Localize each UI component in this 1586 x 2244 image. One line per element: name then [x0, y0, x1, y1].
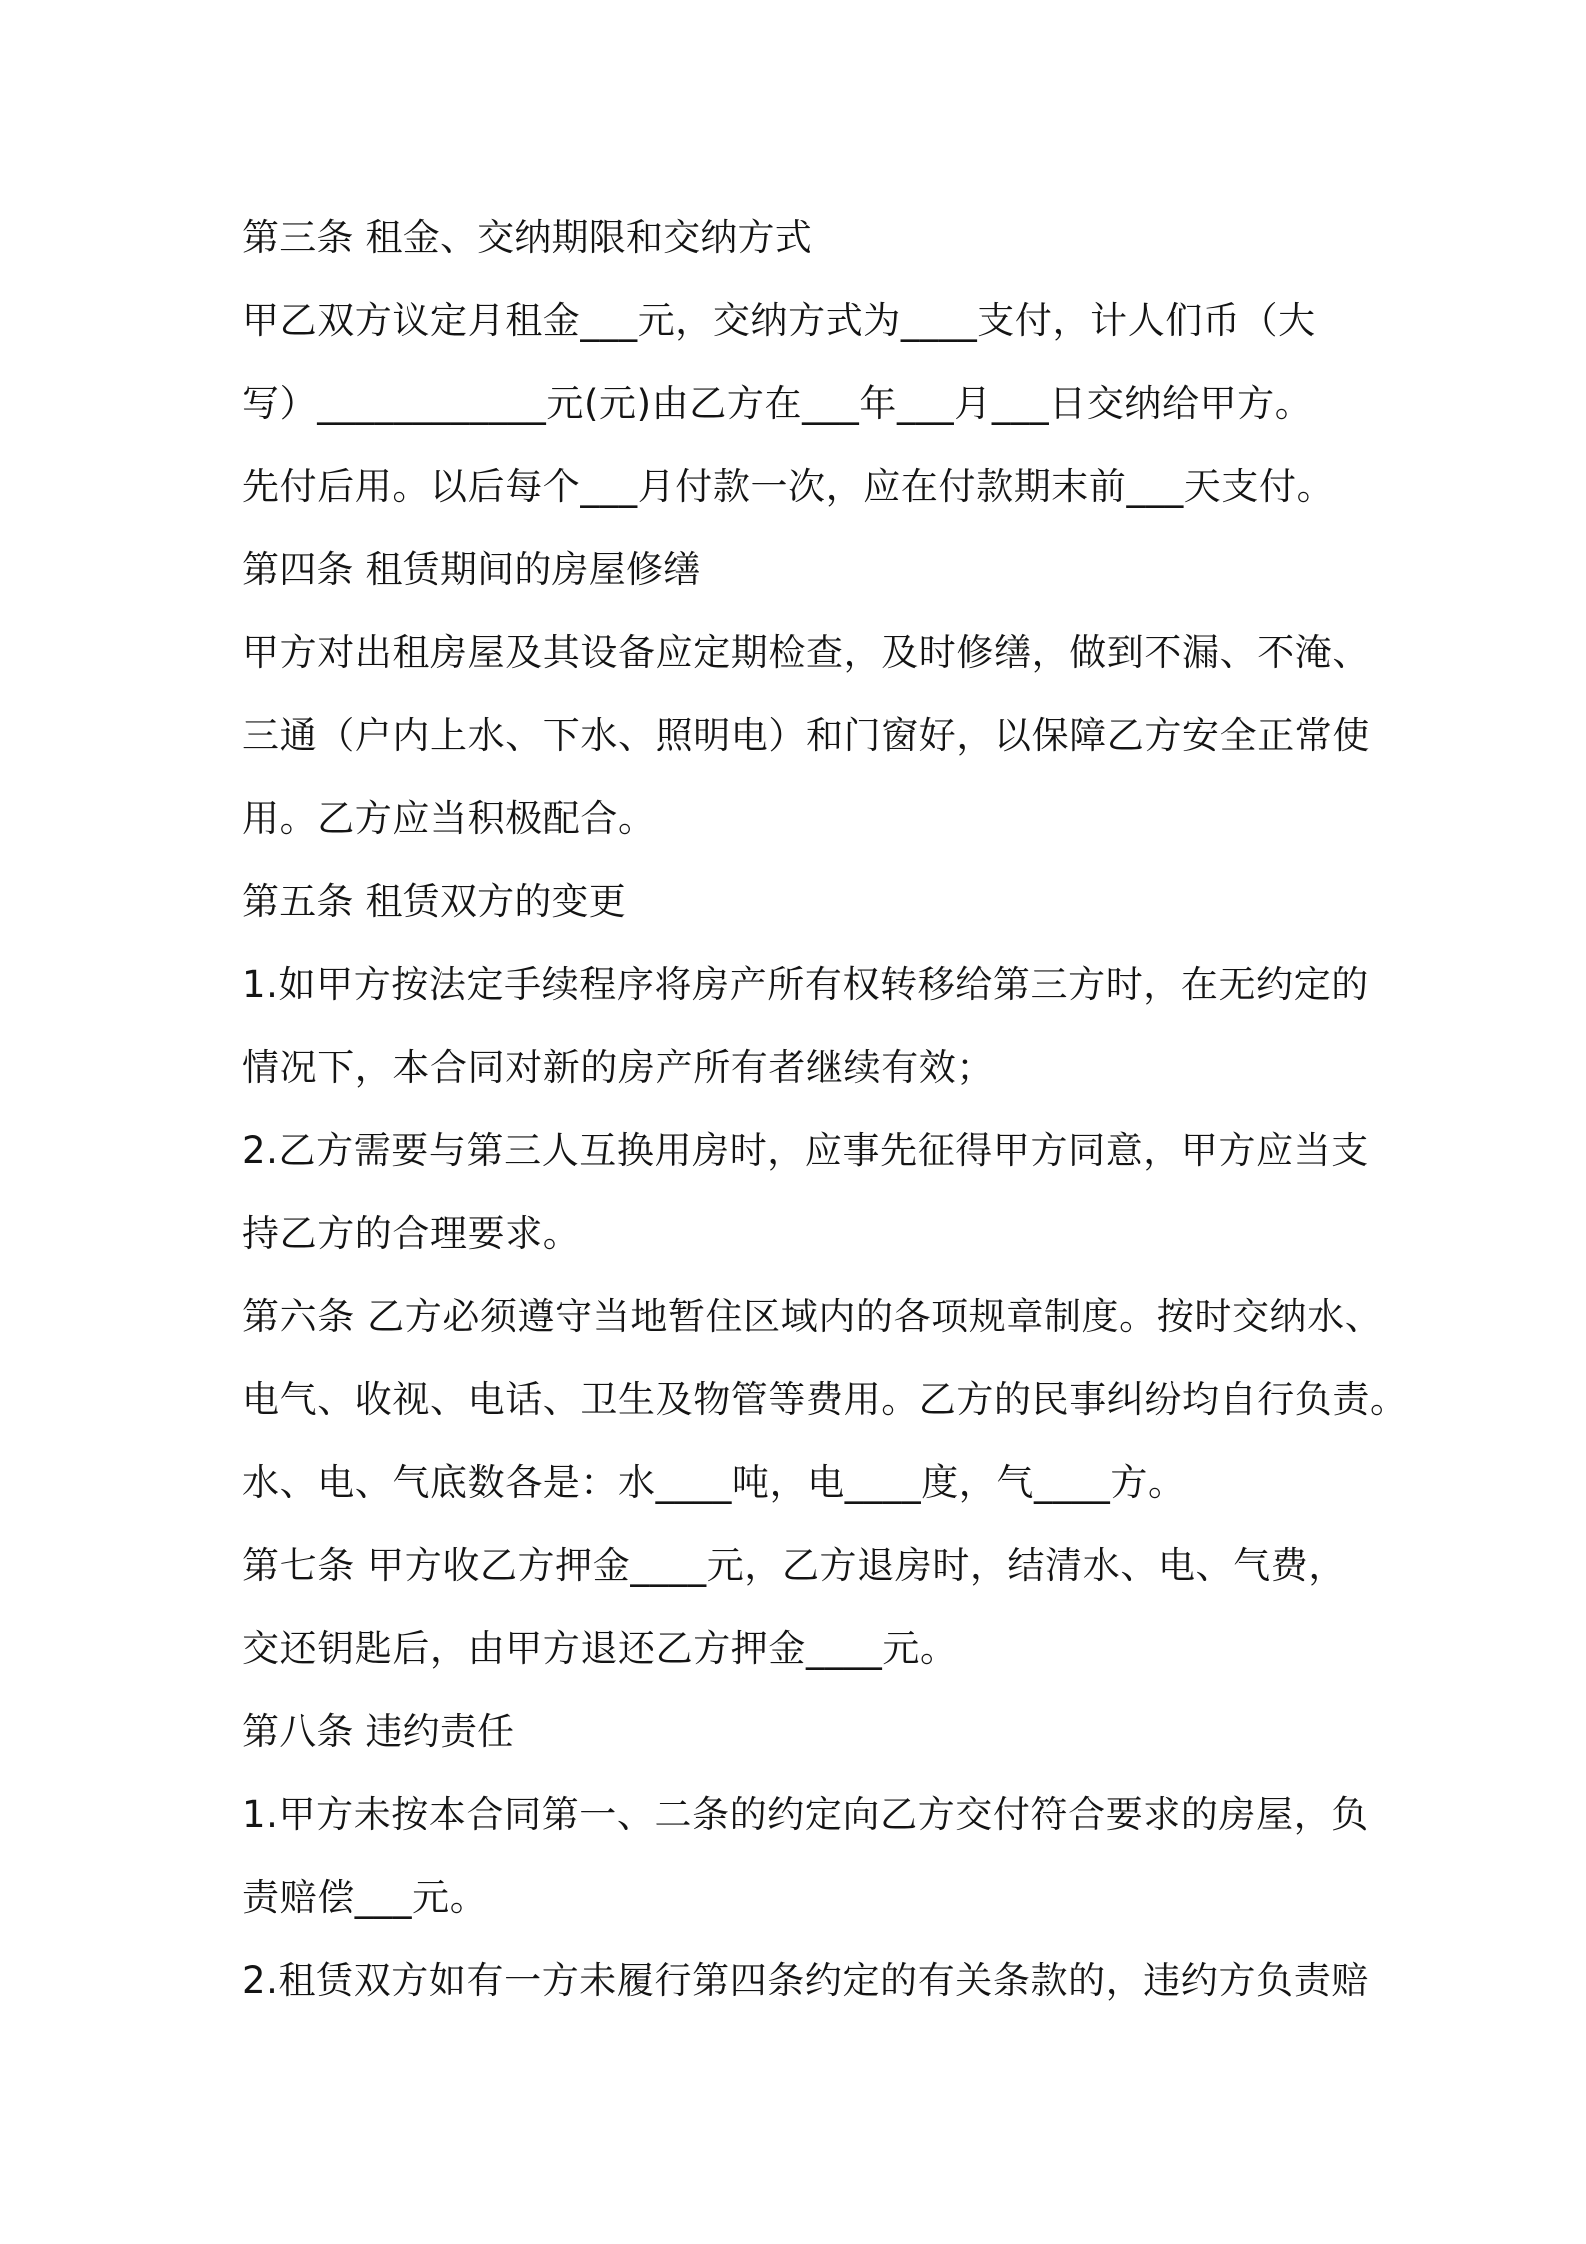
- article-4-line-3: 用。乙方应当积极配合。: [242, 797, 656, 840]
- article-5-heading: 第五条 租赁双方的变更: [242, 880, 626, 923]
- article-6-line-1: 第六条 乙方必须遵守当地暂住区域内的各项规章制度。按时交纳水、: [242, 1295, 1383, 1338]
- article-4-heading: 第四条 租赁期间的房屋修缮: [242, 548, 701, 591]
- article-4-line-1: 甲方对出租房屋及其设备应定期检查，及时修缮，做到不漏、不淹、: [242, 631, 1370, 674]
- contract-page: [242, 196, 1408, 2022]
- article-5-item-1-line-1: 1.如甲方按法定手续程序将房产所有权转移给第三方时，在无约定的: [242, 963, 1369, 1006]
- article-3-line-1: 甲乙双方议定月租金___元，交纳方式为____支付，计人们币（大: [242, 299, 1316, 342]
- article-7-line-2: 交还钥匙后，由甲方退还乙方押金____元。: [242, 1627, 958, 1670]
- article-8-item-1-line-2: 责赔偿___元。: [242, 1876, 488, 1919]
- article-7-line-1: 第七条 甲方收乙方押金____元，乙方退房时，结清水、电、气费，: [242, 1544, 1346, 1587]
- article-3-line-2: 写）____________元(元)由乙方在___年___月___日交纳给甲方。: [242, 382, 1313, 425]
- article-3-line-3: 先付后用。以后每个___月付款一次，应在付款期末前___天支付。: [242, 465, 1335, 508]
- article-5-item-2-line-1: 2.乙方需要与第三人互换用房时，应事先征得甲方同意，甲方应当支: [242, 1129, 1369, 1172]
- article-8-item-2-line-1: 2.租赁双方如有一方未履行第四条约定的有关条款的，违约方负责赔: [242, 1959, 1369, 2002]
- article-5-item-1-line-2: 情况下，本合同对新的房产所有者继续有效；: [242, 1046, 994, 1089]
- article-6-line-3: 水、电、气底数各是：水____吨，电____度，气____方。: [242, 1461, 1186, 1504]
- article-8-item-1-line-1: 1.甲方未按本合同第一、二条的约定向乙方交付符合要求的房屋，负: [242, 1793, 1369, 1836]
- article-8-heading: 第八条 违约责任: [242, 1710, 515, 1753]
- article-6-line-2: 电气、收视、电话、卫生及物管等费用。乙方的民事纠纷均自行负责。: [242, 1378, 1408, 1421]
- article-4-line-2: 三通（户内上水、下水、照明电）和门窗好，以保障乙方安全正常使: [242, 714, 1370, 757]
- article-5-item-2-line-2: 持乙方的合理要求。: [242, 1212, 581, 1255]
- article-3-heading: 第三条 租金、交纳期限和交纳方式: [242, 216, 812, 259]
